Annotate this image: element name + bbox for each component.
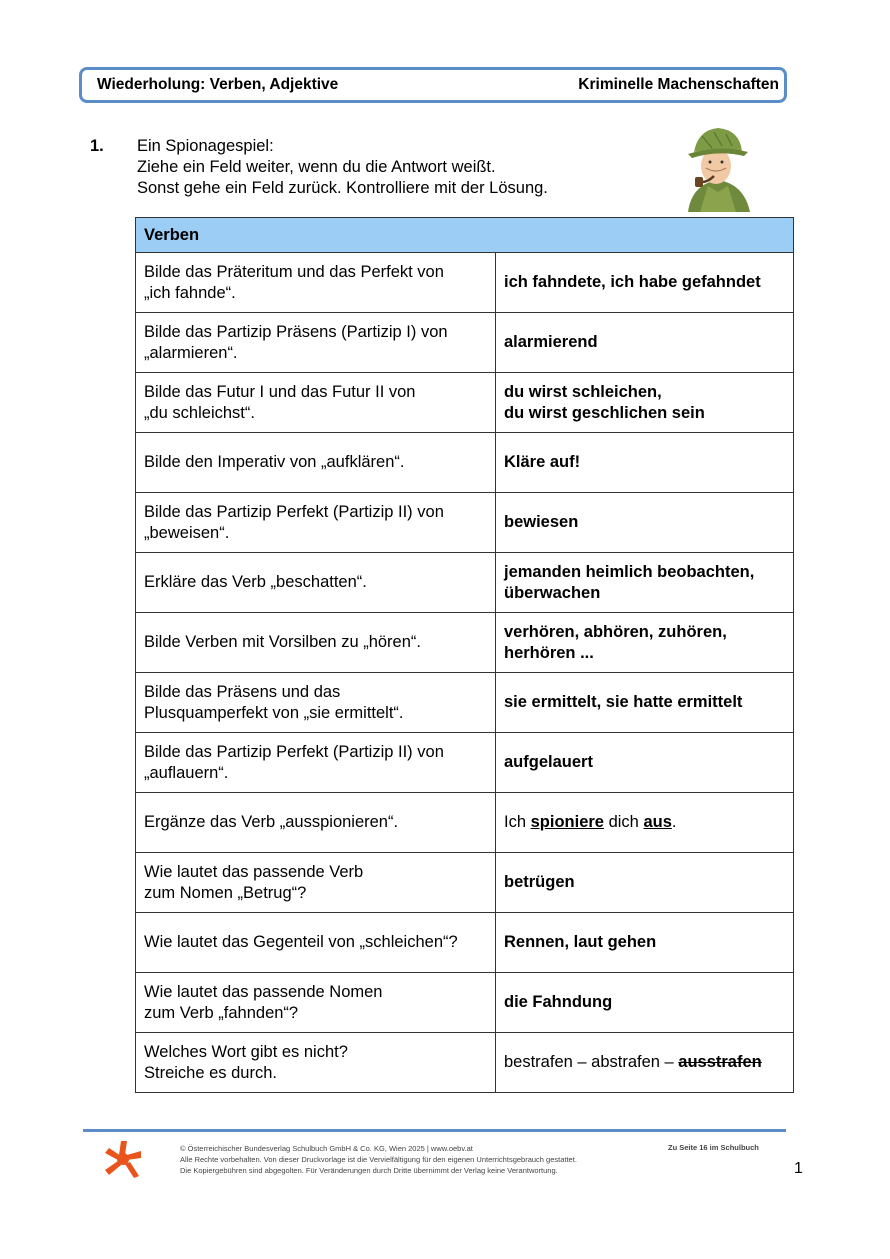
table-header: Verben <box>136 218 794 253</box>
footer-divider <box>83 1129 786 1132</box>
footer-copyright <box>180 1143 577 1176</box>
answer-cell: Rennen, laut gehen <box>496 913 794 973</box>
table-row <box>136 793 794 853</box>
question-cell: Bilde das Partizip Perfekt (Partizip II) von „auflauern“. <box>136 733 496 793</box>
underlined-word: aus <box>643 813 672 831</box>
answer-cell: aufgelauert <box>496 733 794 793</box>
table-row <box>136 673 794 733</box>
question-cell: Ergänze das Verb „ausspionieren“. <box>136 793 496 853</box>
footer-line: © Österreichischer Bundesverlag Schulbuch GmbH & Co. KG, Wien 2025 | www.oebv.at <box>180 1144 473 1153</box>
page-number: 1 <box>794 1160 803 1177</box>
footer-line: Die Kopiergebühren sind abgegolten. Für Veränderungen durch Dritte übernimmt der Verlag keine Verantwortung. <box>180 1166 558 1175</box>
table-row <box>136 1033 794 1093</box>
question-cell: Welches Wort gibt es nicht? Streiche es durch. <box>136 1033 496 1093</box>
question-cell: Wie lautet das Gegenteil von „schleichen“? <box>136 913 496 973</box>
detective-illustration <box>678 122 758 212</box>
task-line: Sonst gehe ein Feld zurück. Kontrolliere mit der Lösung. <box>137 179 548 197</box>
struck-word: ausstrafen <box>678 1053 762 1071</box>
answer-cell: bestrafen – abstrafen – ausstrafen <box>496 1033 794 1093</box>
table-row <box>136 613 794 673</box>
question-cell: Bilde den Imperativ von „aufklären“. <box>136 433 496 493</box>
answer-cell: sie ermittelt, sie hatte ermittelt <box>496 673 794 733</box>
table-row <box>136 733 794 793</box>
table-row <box>136 493 794 553</box>
question-cell: Bilde Verben mit Vorsilben zu „hören“. <box>136 613 496 673</box>
verbs-table <box>135 217 794 1093</box>
header-topic: Wiederholung: Verben, Adjektive <box>97 76 339 93</box>
answer-cell: die Fahndung <box>496 973 794 1033</box>
question-cell: Bilde das Partizip Präsens (Partizip I) von „alarmieren“. <box>136 313 496 373</box>
answer-cell: betrügen <box>496 853 794 913</box>
answer-cell: alarmierend <box>496 313 794 373</box>
underlined-word: spioniere <box>530 813 604 831</box>
task-number: 1. <box>90 137 104 155</box>
footer-reference: Zu Seite 16 im Schulbuch <box>668 1143 759 1152</box>
table-row <box>136 973 794 1033</box>
answer-cell: jemanden heimlich beobachten, überwachen <box>496 553 794 613</box>
answer-cell: ich fahndete, ich habe gefahndet <box>496 253 794 313</box>
question-cell: Bilde das Futur I und das Futur II von „du schleichst“. <box>136 373 496 433</box>
question-cell: Bilde das Präteritum und das Perfekt von „ich fahnde“. <box>136 253 496 313</box>
question-cell: Wie lautet das passende Verb zum Nomen „Betrug“? <box>136 853 496 913</box>
table-row <box>136 553 794 613</box>
footer-line: Alle Rechte vorbehalten. Von dieser Druckvorlage ist die Vervielfältigung für den eigenen Unterrichtsgebrauch gestattet. <box>180 1155 577 1164</box>
table-row <box>136 313 794 373</box>
table-row <box>136 913 794 973</box>
question-cell: Wie lautet das passende Nomen zum Verb „fahnden“? <box>136 973 496 1033</box>
task-text <box>137 136 657 199</box>
oebv-logo-icon <box>103 1139 143 1179</box>
task-line: Ziehe ein Feld weiter, wenn du die Antwort weißt. <box>137 158 496 176</box>
answer-cell: verhören, abhören, zuhören, herhören ... <box>496 613 794 673</box>
table-row <box>136 853 794 913</box>
question-cell: Bilde das Partizip Perfekt (Partizip II) von „beweisen“. <box>136 493 496 553</box>
answer-cell: bewiesen <box>496 493 794 553</box>
task-line: Ein Spionagespiel: <box>137 137 274 155</box>
table-row <box>136 433 794 493</box>
answer-cell: Kläre auf! <box>496 433 794 493</box>
header-box <box>79 67 787 103</box>
question-cell: Erkläre das Verb „beschatten“. <box>136 553 496 613</box>
answer-cell: du wirst schleichen, du wirst geschlichen sein <box>496 373 794 433</box>
table-row <box>136 373 794 433</box>
table-row <box>136 253 794 313</box>
header-chapter: Kriminelle Machenschaften <box>578 76 779 93</box>
answer-cell: Ich spioniere dich aus. <box>496 793 794 853</box>
question-cell: Bilde das Präsens und das Plusquamperfekt von „sie ermittelt“. <box>136 673 496 733</box>
